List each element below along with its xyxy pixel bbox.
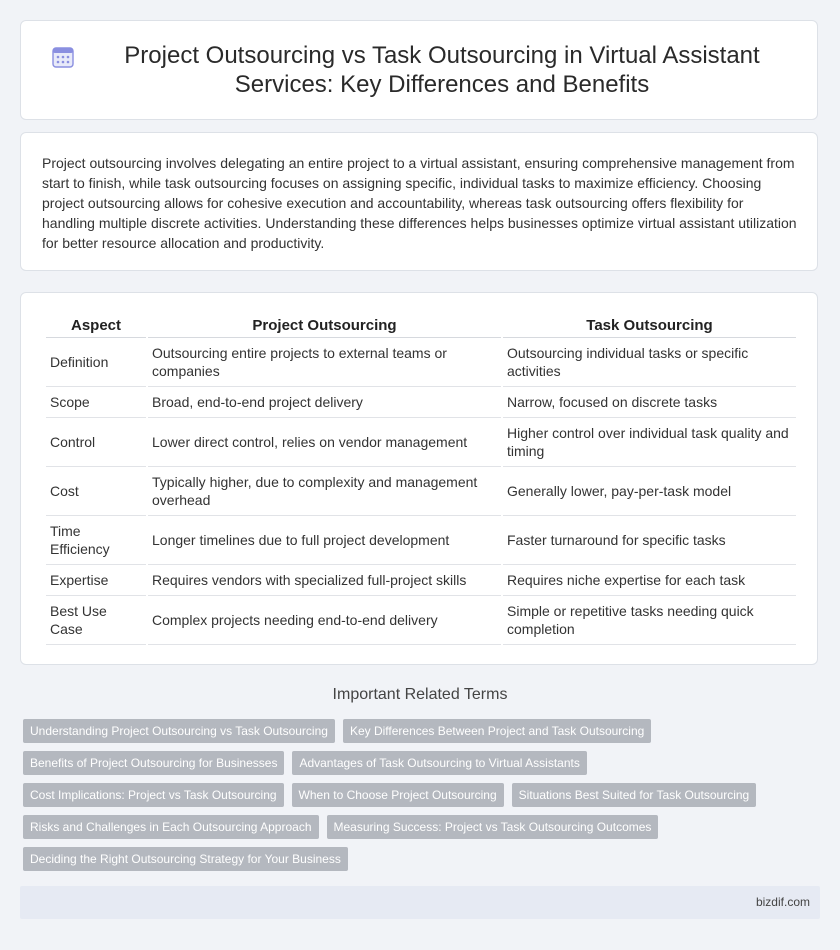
header-task-outsourcing: Task Outsourcing <box>503 311 796 338</box>
calendar-icon <box>51 45 75 69</box>
table-row <box>46 338 796 387</box>
related-term-tag[interactable]: Understanding Project Outsourcing vs Task Outsourcing <box>23 719 335 743</box>
cell-project: Requires vendors with specialized full-project skills <box>148 565 501 596</box>
related-term-tag[interactable]: Cost Implications: Project vs Task Outsourcing <box>23 783 284 807</box>
table-row <box>46 387 796 418</box>
related-term-tag[interactable]: Situations Best Suited for Task Outsourcing <box>512 783 757 807</box>
summary-paragraph: Project outsourcing involves delegating an entire project to a virtual assistant, ensuring comprehensive management from start to finish, while task outsourcing focuses on assigning specific, individual tasks to maximize efficiency. Choosing project outsourcing allows for cohesive execution and accountability, whereas task outsourcing offers flexibility for handling multiple discrete activities. Understanding these differences helps businesses optimize virtual assistant utilization for better resource allocation and productivity. <box>42 155 797 251</box>
title-card <box>20 20 818 120</box>
related-term-tag[interactable]: Key Differences Between Project and Task Outsourcing <box>343 719 651 743</box>
comparison-table <box>44 311 798 645</box>
cell-task: Outsourcing individual tasks or specific activities <box>503 338 796 387</box>
summary-card <box>20 132 818 271</box>
cell-aspect: Cost <box>46 467 146 516</box>
comparison-table-card <box>20 292 818 665</box>
cell-task: Simple or repetitive tasks needing quick completion <box>503 596 796 645</box>
related-term-tag[interactable]: Risks and Challenges in Each Outsourcing Approach <box>23 815 319 839</box>
related-term-tag[interactable]: When to Choose Project Outsourcing <box>292 783 504 807</box>
related-term-tag[interactable]: Measuring Success: Project vs Task Outsourcing Outcomes <box>327 815 659 839</box>
cell-task: Requires niche expertise for each task <box>503 565 796 596</box>
cell-project: Outsourcing entire projects to external teams or companies <box>148 338 501 387</box>
cell-project: Longer timelines due to full project development <box>148 516 501 565</box>
cell-project: Typically higher, due to complexity and management overhead <box>148 467 501 516</box>
table-row <box>46 596 796 645</box>
cell-task: Narrow, focused on discrete tasks <box>503 387 796 418</box>
table-row <box>46 565 796 596</box>
table-row <box>46 516 796 565</box>
cell-aspect: Scope <box>46 387 146 418</box>
cell-project: Lower direct control, relies on vendor management <box>148 418 501 467</box>
page-title: Project Outsourcing vs Task Outsourcing in Virtual Assistant Services: Key Differences and Benefits <box>124 42 760 98</box>
related-terms-heading: Important Related Terms <box>332 686 508 703</box>
related-term-tag[interactable]: Benefits of Project Outsourcing for Businesses <box>23 751 284 775</box>
related-term-tag[interactable]: Advantages of Task Outsourcing to Virtual Assistants <box>292 751 586 775</box>
table-header-row <box>46 311 796 338</box>
cell-aspect: Expertise <box>46 565 146 596</box>
cell-task: Higher control over individual task quality and timing <box>503 418 796 467</box>
cell-aspect: Control <box>46 418 146 467</box>
header-project-outsourcing: Project Outsourcing <box>148 311 501 338</box>
related-term-tag[interactable]: Deciding the Right Outsourcing Strategy for Your Business <box>23 847 348 871</box>
table-row <box>46 418 796 467</box>
cell-task: Faster turnaround for specific tasks <box>503 516 796 565</box>
cell-aspect: Time Efficiency <box>46 516 146 565</box>
cell-project: Complex projects needing end-to-end delivery <box>148 596 501 645</box>
footer <box>20 886 820 919</box>
cell-aspect: Definition <box>46 338 146 387</box>
table-row <box>46 467 796 516</box>
cell-task: Generally lower, pay-per-task model <box>503 467 796 516</box>
related-terms-list <box>23 719 803 879</box>
site-link[interactable]: bizdif.com <box>755 895 810 909</box>
cell-project: Broad, end-to-end project delivery <box>148 387 501 418</box>
cell-aspect: Best Use Case <box>46 596 146 645</box>
header-aspect: Aspect <box>46 311 146 338</box>
